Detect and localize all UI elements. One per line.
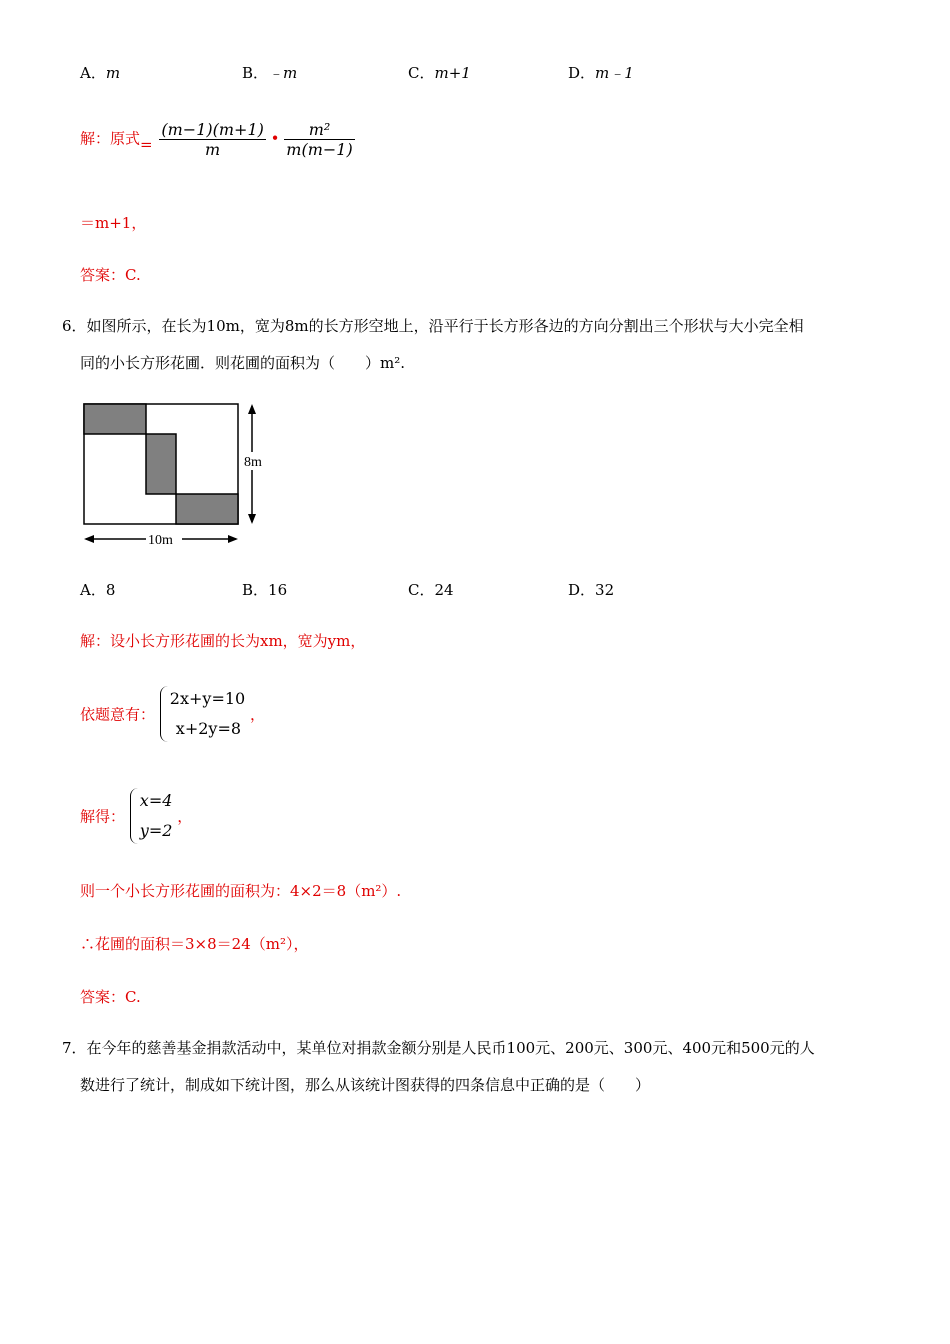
q7-stem-line-2: 数进行了统计，制成如下统计图，那么从该统计图获得的四条信息中正确的是（ ）	[80, 1076, 651, 1094]
garden-bed-3	[176, 494, 238, 524]
q6-area-one: 则一个小长方形花圃的面积为：4×2＝8（m²）.	[80, 882, 402, 900]
q5-fraction-1: $\frac{(m-1)(m+1)}{m}$	[161, 120, 264, 159]
q5-option-b: B．﹣m	[242, 64, 298, 82]
garden-bed-2	[146, 434, 176, 494]
q5-result: ＝m+1，	[80, 214, 147, 232]
q6-solved-prefix: 解得：	[80, 807, 126, 826]
q6-solution-x: x=4	[139, 791, 173, 810]
q5-answer: 答案：C.	[80, 266, 141, 284]
q5-option-c: C．m+1	[408, 64, 471, 82]
left-brace	[160, 686, 169, 742]
q6-equation-1: 2x+y=10	[169, 689, 246, 708]
q6-system-prefix: 依题意有：	[80, 705, 156, 724]
q5-option-a: A．m	[80, 64, 121, 82]
q5-equals: =	[140, 135, 153, 154]
width-arrow-left	[84, 535, 94, 543]
left-brace	[130, 788, 139, 844]
q6-figure	[78, 396, 278, 548]
q5-solution-prefix: 解：原式	[80, 129, 141, 148]
q6-equation-2: x+2y=8	[175, 719, 242, 738]
q7-stem-line-1: 7．在今年的慈善基金捐款活动中，某单位对捐款金额分别是人民币100元、200元、300元、400元和500元的人	[62, 1039, 815, 1057]
q6-solution-setup: 解：设小长方形花圃的长为xm，宽为ym，	[80, 632, 366, 650]
q6-option-d: D．32	[568, 581, 615, 599]
q6-option-c: C．24	[408, 581, 454, 599]
width-label: 10m	[148, 533, 173, 548]
q6-solved-system: 解得： x=4 y=2 ，	[80, 786, 192, 846]
q5-solution-expression	[80, 120, 355, 159]
garden-bed-1	[84, 404, 146, 434]
q6-option-a: A．8	[80, 581, 116, 599]
q5-option-d: D．m﹣1	[568, 64, 634, 82]
height-label: 8m	[244, 455, 262, 470]
width-arrow-right	[228, 535, 238, 543]
height-arrow-top	[248, 404, 256, 414]
q6-stem-line-2: 同的小长方形花圃．则花圃的面积为（ ）m².	[80, 354, 406, 372]
q6-solution-y: y=2	[139, 821, 173, 840]
q6-stem-line-1: 6．如图所示，在长为10m，宽为8m的长方形空地上，沿平行于长方形各边的方向分割出三个形状与大小完全相	[62, 317, 804, 335]
q6-equation-system: 依题意有： 2x+y=10 x+2y=8 ，	[80, 684, 265, 744]
q5-fraction-2: $\frac{\text{m²}}{m(m-1)}$	[286, 120, 353, 159]
height-arrow-bottom	[248, 514, 256, 524]
q6-area-total: ∴花圃的面积＝3×8＝24（m²），	[80, 935, 309, 953]
q6-option-b: B．16	[242, 581, 288, 599]
q5-dot: •	[270, 129, 280, 148]
q6-answer: 答案：C.	[80, 988, 141, 1006]
